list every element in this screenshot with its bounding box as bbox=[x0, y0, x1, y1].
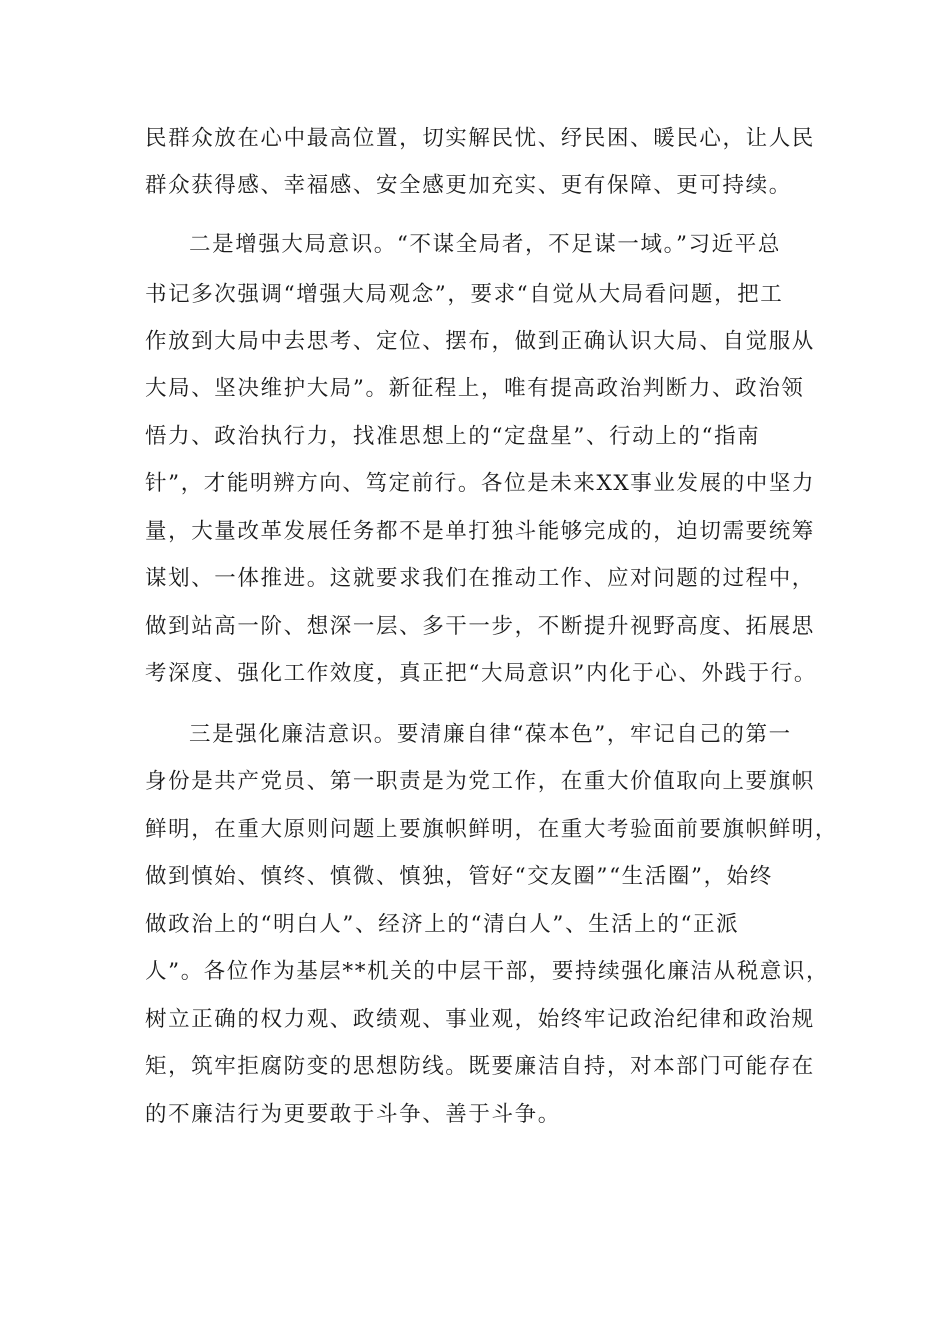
text-line: 量，大量改革发展任务都不是单打独斗能够完成的，迫切需要统筹 bbox=[145, 519, 815, 544]
text-line: 做政治上的“明白人”、经济上的“清白人”、生活上的“正派 bbox=[145, 912, 740, 937]
text-line: 民群众放在心中最高位置，切实解民忧、纾民困、暖民心，让人民 bbox=[145, 126, 815, 151]
text-line: 群众获得感、幸福感、安全感更加充实、更有保障、更可持续。 bbox=[145, 173, 792, 198]
text-line: 鲜明，在重大原则问题上要旗帜鲜明，在重大考验面前要旗帜鲜明， bbox=[145, 817, 839, 842]
text-line: 身份是共产党员、第一职责是为党工作，在重大价值取向上要旗帜 bbox=[145, 769, 815, 794]
text-line: 书记多次强调“增强大局观念”，要求“自觉从大局看问题，把工 bbox=[145, 282, 784, 307]
text-line: 作放到大局中去思考、定位、摆布，做到正确认识大局、自觉服从 bbox=[145, 329, 815, 354]
text-line: 二是增强大局意识。“不谋全局者，不足谋一域。”习近平总 bbox=[189, 232, 781, 257]
text-line: 做到慎始、慎终、慎微、慎独，管好“交友圈”“生活圈”，始终 bbox=[145, 864, 773, 889]
text-line: 针”，才能明辨方向、笃定前行。各位是未来XX事业发展的中坚力 bbox=[145, 471, 816, 496]
text-line: 三是强化廉洁意识。要清廉自律“葆本色”，牢记自己的第一 bbox=[189, 722, 792, 747]
text-line: 的不廉洁行为更要敢于斗争、善于斗争。 bbox=[145, 1102, 561, 1127]
text-line: 树立正确的权力观、政绩观、事业观，始终牢记政治纪律和政治规 bbox=[145, 1007, 815, 1032]
text-line: 矩，筑牢拒腐防变的思想防线。既要廉洁自持，对本部门可能存在 bbox=[145, 1054, 815, 1079]
text-line: 悟力、政治执行力，找准思想上的“定盘星”、行动上的“指南 bbox=[145, 424, 761, 449]
text-line: 谋划、一体推进。这就要求我们在推动工作、应对问题的过程中， bbox=[145, 566, 815, 591]
text-line: 大局、坚决维护大局”。新征程上，唯有提高政治判断力、政治领 bbox=[145, 376, 805, 401]
text-line: 做到站高一阶、想深一层、多干一步，不断提升视野高度、拓展思 bbox=[145, 614, 815, 639]
text-line: 人”。各位作为基层**机关的中层干部，要持续强化廉洁从税意识， bbox=[145, 959, 830, 984]
text-line: 考深度、强化工作效度，真正把“大局意识”内化于心、外践于行。 bbox=[145, 661, 817, 686]
